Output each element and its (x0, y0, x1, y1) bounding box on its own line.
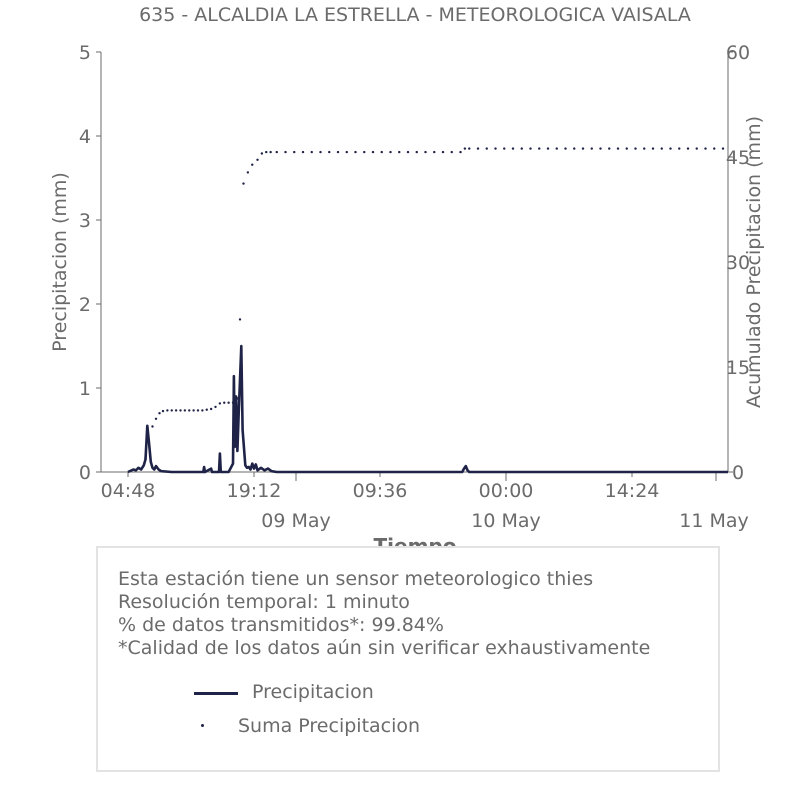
chart-axes (79, 42, 750, 532)
suma-precipitacion-series (140, 147, 724, 470)
suma-precipitacion-point (512, 147, 514, 149)
suma-precipitacion-point (284, 151, 286, 153)
suma-precipitacion-point (556, 147, 558, 149)
suma-precipitacion-point (722, 147, 724, 149)
suma-precipitacion-point (704, 147, 706, 149)
suma-precipitacion-point (451, 151, 453, 153)
suma-precipitacion-point (573, 147, 575, 149)
suma-precipitacion-point (197, 409, 199, 411)
suma-precipitacion-point (617, 147, 619, 149)
x-tick-label: 00:00 (478, 480, 534, 502)
suma-precipitacion-point (416, 151, 418, 153)
suma-precipitacion-point (363, 151, 365, 153)
suma-precipitacion-point (302, 151, 304, 153)
suma-precipitacion-point (669, 147, 671, 149)
x-date-label: 09 May (261, 510, 331, 532)
suma-precipitacion-point (529, 147, 531, 149)
x-tick-label: 14:24 (604, 480, 660, 502)
suma-precipitacion-point (155, 418, 157, 420)
suma-precipitacion-point (219, 402, 221, 404)
suma-precipitacion-point (464, 147, 466, 149)
suma-precipitacion-point (223, 402, 225, 404)
suma-precipitacion-point (236, 397, 238, 399)
suma-precipitacion-point (319, 151, 321, 153)
station-info (118, 568, 650, 660)
y-right-tick-label: 60 (725, 42, 751, 64)
suma-precipitacion-point (687, 147, 689, 149)
suma-precipitacion-point (459, 151, 461, 153)
suma-precipitacion-point (643, 147, 645, 149)
suma-precipitacion-point (564, 147, 566, 149)
x-date-label: 10 May (471, 510, 541, 532)
x-tick-label: 04:48 (100, 480, 156, 502)
legend-item-suma-precipitacion: Suma Precipitacion (238, 715, 421, 737)
suma-precipitacion-point (652, 147, 654, 149)
suma-precipitacion-point (214, 406, 216, 408)
y-left-tick-label: 1 (78, 378, 91, 400)
suma-precipitacion-point (398, 151, 400, 153)
suma-precipitacion-point (175, 409, 177, 411)
suma-precipitacion-point (608, 147, 610, 149)
legend-dot-swatch (201, 724, 204, 727)
y-right-tick-label: 15 (725, 357, 751, 379)
suma-precipitacion-point (192, 409, 194, 411)
suma-precipitacion-point (494, 147, 496, 149)
x-tick-label: 19:12 (226, 480, 282, 502)
suma-precipitacion-point (265, 151, 267, 153)
suma-precipitacion-point (547, 147, 549, 149)
info-resolution-line: Resolución temporal: 1 minuto (118, 591, 410, 613)
y-right-tick-label: 30 (725, 252, 751, 274)
x-date-label: 11 May (679, 510, 749, 532)
suma-precipitacion-point (591, 147, 593, 149)
suma-precipitacion-point (442, 151, 444, 153)
suma-precipitacion-point (151, 425, 153, 427)
suma-precipitacion-point (337, 151, 339, 153)
suma-precipitacion-point (424, 151, 426, 153)
suma-precipitacion-point (162, 410, 164, 412)
suma-precipitacion-point (626, 147, 628, 149)
suma-precipitacion-point (201, 409, 203, 411)
y-left-tick-label: 5 (78, 42, 91, 64)
suma-precipitacion-point (276, 151, 278, 153)
suma-precipitacion-point (407, 151, 409, 153)
suma-precipitacion-point (328, 151, 330, 153)
suma-precipitacion-point (503, 147, 505, 149)
suma-precipitacion-point (696, 147, 698, 149)
suma-precipitacion-point (521, 147, 523, 149)
suma-precipitacion-point (634, 147, 636, 149)
suma-precipitacion-point (477, 147, 479, 149)
suma-precipitacion-point (346, 151, 348, 153)
info-transmitted-line: % de datos transmitidos*: 99.84% (118, 614, 444, 636)
suma-precipitacion-point (293, 151, 295, 153)
y-left-tick-label: 2 (78, 294, 91, 316)
suma-precipitacion-point (678, 147, 680, 149)
legend-line-swatch (194, 692, 238, 695)
suma-precipitacion-point (210, 408, 212, 410)
suma-precipitacion-point (147, 439, 149, 441)
y-left-tick-label: 0 (78, 462, 91, 484)
suma-precipitacion-point (242, 182, 244, 184)
suma-precipitacion-point (171, 409, 173, 411)
suma-precipitacion-point (251, 164, 253, 166)
suma-precipitacion-point (261, 152, 263, 154)
suma-precipitacion-point (188, 409, 190, 411)
y-right-tick-label: 0 (731, 462, 745, 484)
y-left-tick-label: 4 (78, 126, 91, 148)
legend-item-precipitacion: Precipitacion (252, 681, 374, 703)
info-legend-box (96, 546, 720, 772)
precipitacion-series (128, 346, 728, 472)
suma-precipitacion-point (184, 409, 186, 411)
y-axis-left-label: Precipitacion (mm) (49, 172, 71, 352)
suma-precipitacion-point (256, 159, 258, 161)
suma-precipitacion-point (206, 409, 208, 411)
suma-precipitacion-point (158, 412, 160, 414)
precipitacion-line (128, 346, 728, 472)
chart-title: 635 - ALCALDIA LA ESTRELLA - METEOROLOGICA VAISALA (139, 4, 691, 26)
suma-precipitacion-point (140, 468, 142, 470)
suma-precipitacion-point (713, 147, 715, 149)
suma-precipitacion-point (661, 147, 663, 149)
suma-precipitacion-point (468, 147, 470, 149)
suma-precipitacion-point (311, 151, 313, 153)
suma-precipitacion-point (372, 151, 374, 153)
suma-precipitacion-point (166, 409, 168, 411)
suma-precipitacion-point (227, 402, 229, 404)
suma-precipitacion-point (269, 151, 271, 153)
suma-precipitacion-point (538, 147, 540, 149)
suma-precipitacion-point (239, 318, 241, 320)
info-sensor-line: Esta estación tiene un sensor meteorologico thies (118, 568, 594, 590)
y-right-tick-label: 45 (725, 147, 751, 169)
suma-precipitacion-point (247, 171, 249, 173)
x-tick-label: 09:36 (352, 480, 408, 502)
suma-precipitacion-point (354, 151, 356, 153)
suma-precipitacion-point (582, 147, 584, 149)
suma-precipitacion-point (144, 457, 146, 459)
y-axis-right-label: Acumulado Precipitacion (mm) (743, 116, 765, 408)
suma-precipitacion-point (232, 402, 234, 404)
suma-precipitacion-point (389, 151, 391, 153)
suma-precipitacion-point (433, 151, 435, 153)
y-left-tick-label: 3 (78, 210, 91, 232)
info-quality-line: *Calidad de los datos aún sin verificar exhaustivamente (118, 637, 651, 659)
suma-precipitacion-point (179, 409, 181, 411)
suma-precipitacion-point (486, 147, 488, 149)
suma-precipitacion-point (381, 151, 383, 153)
suma-precipitacion-point (599, 147, 601, 149)
